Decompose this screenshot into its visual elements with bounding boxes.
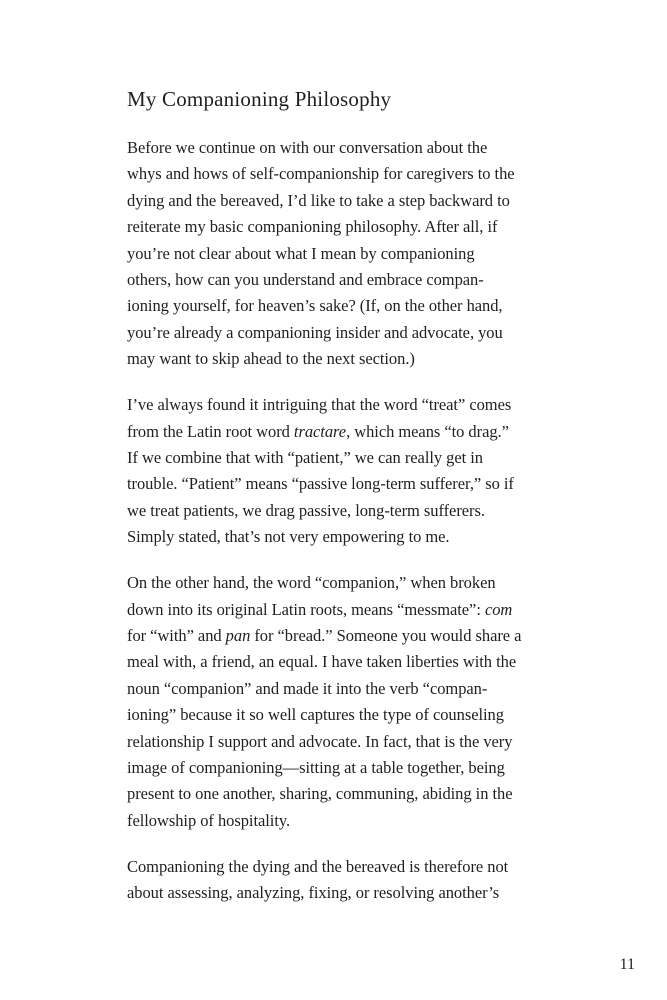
body-line-text: dying and the bereaved, I’d like to take a step backward to <box>127 190 510 210</box>
body-line-text: relationship I support and advocate. In fact, that is the very <box>127 731 513 751</box>
body-line-text: down into its original Latin roots, means “messmate”: <box>127 599 485 619</box>
italic-text: com <box>484 599 513 619</box>
body-line-text: , which means “to drag.” <box>346 421 509 441</box>
body-line-text: ioning yourself, for heaven’s sake? (If, on the other hand, <box>127 296 503 316</box>
body-line-text: Before we continue on with our conversation about the <box>127 138 488 157</box>
page-number: 11 <box>619 956 635 973</box>
section-heading: My Companioning Philosophy <box>127 87 392 111</box>
body-line-text: we treat patients, we drag passive, long-term sufferers. <box>127 500 485 520</box>
text-column <box>127 86 567 926</box>
body-line-text: you’re already a companioning insider and advocate, you <box>127 322 503 342</box>
body-line-text: noun “companion” and made it into the verb “compan- <box>127 678 488 698</box>
body-line-text: you’re not clear about what I mean by companioning <box>127 243 475 263</box>
body-line-text: I’ve always found it intriguing that the word “treat” comes <box>127 395 512 415</box>
paragraph <box>127 854 567 907</box>
body-line-text: whys and hows of self-companionship for caregivers to the <box>127 164 515 184</box>
body-line-text: for “bread.” Someone you would share a <box>250 625 522 645</box>
body-line-text: present to one another, sharing, communing, abiding in the <box>127 784 513 804</box>
body-line-text: ioning” because it so well captures the type of counseling <box>127 705 504 725</box>
body-line-text: image of companioning—sitting at a table together, being <box>127 757 505 777</box>
paragraph <box>127 570 567 834</box>
italic-text: pan <box>225 625 251 645</box>
paragraph <box>127 392 567 550</box>
italic-text: tractare <box>293 421 347 441</box>
body-line-text: Simply stated, that’s not very empowering to me. <box>127 527 450 547</box>
body-line-text: for “with” and <box>127 625 226 645</box>
body-line-text: meal with, a friend, an equal. I have taken liberties with the <box>127 652 517 672</box>
body-line-text: Companioning the dying and the bereaved is therefore not <box>127 856 509 876</box>
body-line-text: others, how can you understand and embrace compan- <box>127 270 484 290</box>
body-line-text: reiterate my basic companioning philosophy. After all, if <box>127 217 498 237</box>
body-line-text: may want to skip ahead to the next section.) <box>127 349 415 369</box>
body-line-text: If we combine that with “patient,” we can really get in <box>127 447 483 467</box>
body-text <box>127 135 567 906</box>
body-line-text: from the Latin root word <box>127 421 294 441</box>
body-line-text: trouble. “Patient” means “passive long-term sufferer,” so if <box>127 474 514 494</box>
body-line-text: fellowship of hospitality. <box>127 810 291 830</box>
paragraph <box>127 135 567 373</box>
body-line-text: about assessing, analyzing, fixing, or resolving another’s <box>127 883 500 903</box>
body-line-text: On the other hand, the word “companion,” when broken <box>127 573 496 593</box>
